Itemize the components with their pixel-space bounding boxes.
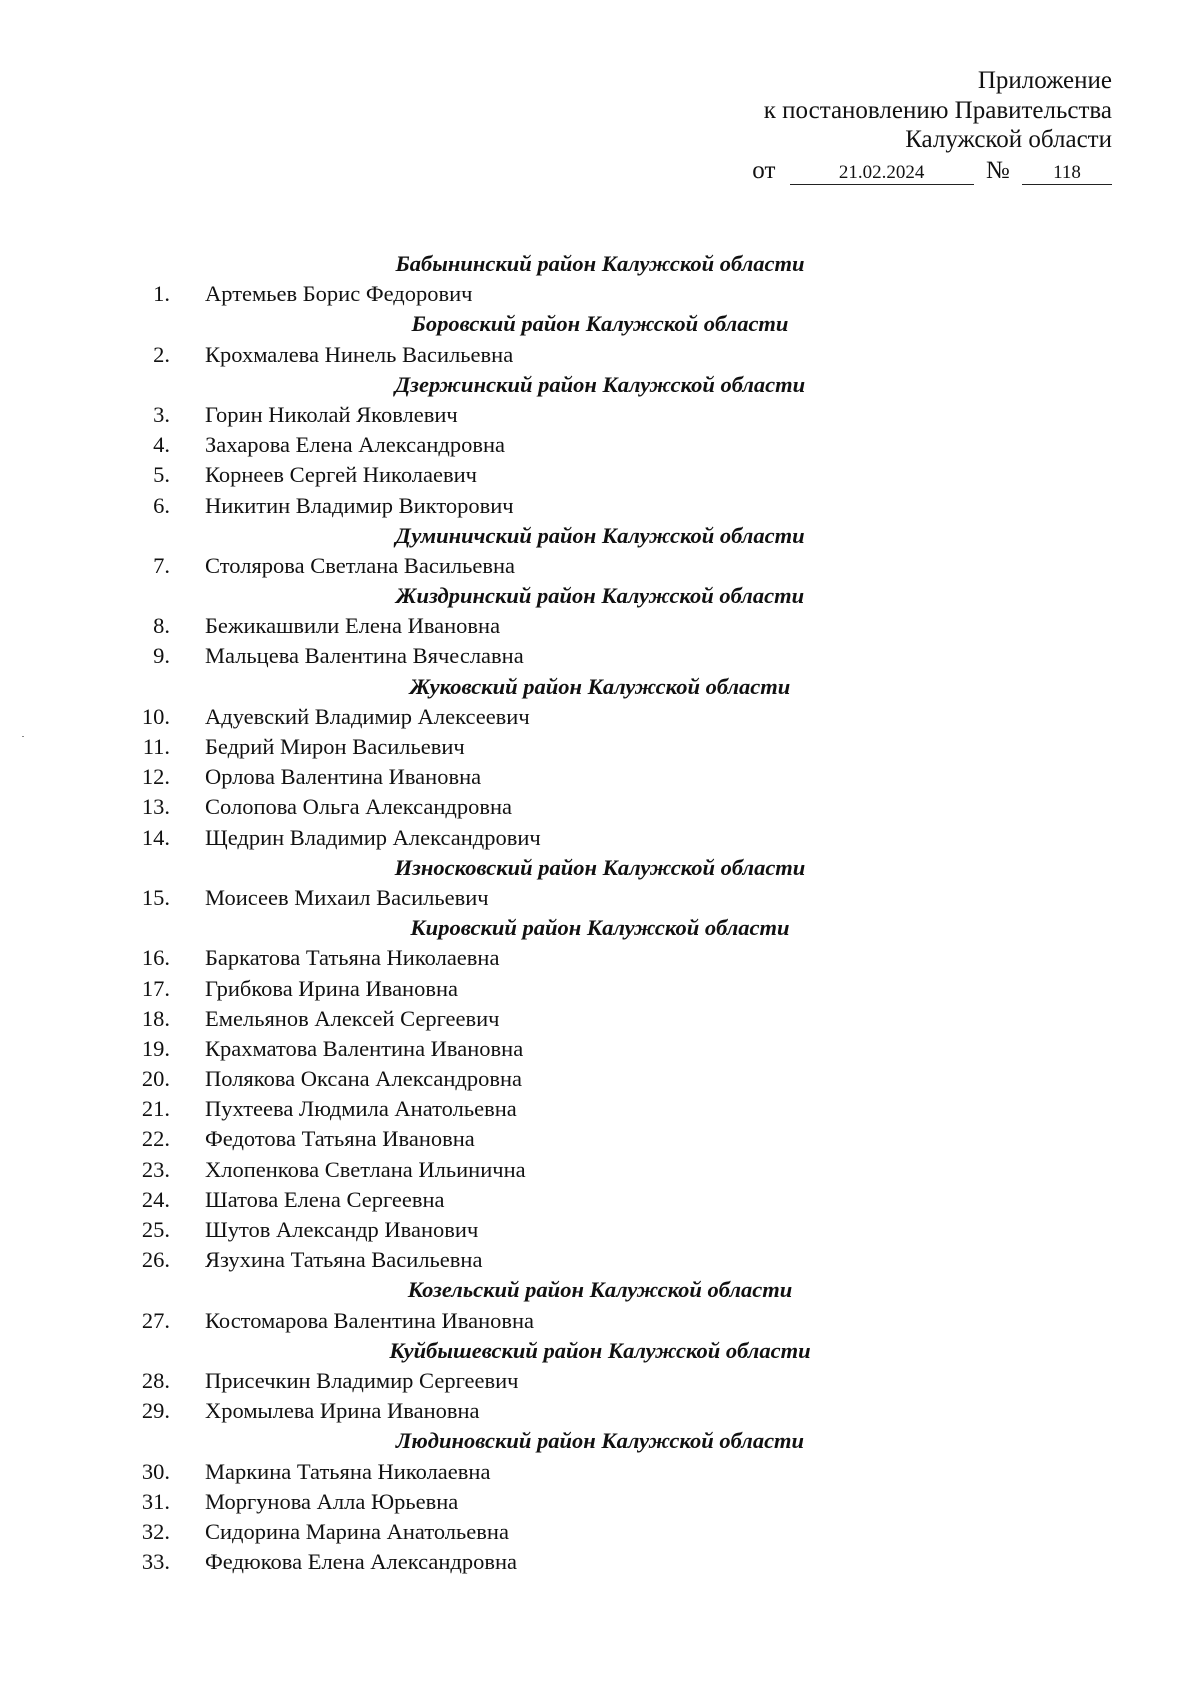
date-value: 21.02.2024 <box>790 162 974 185</box>
list-item <box>0 1457 1200 1487</box>
list-item-name: Маркина Татьяна Николаевна <box>205 1458 491 1484</box>
list-item-number: 22. <box>141 1126 170 1152</box>
district-heading: Бабынинский район Калужской области <box>395 251 805 276</box>
list-item <box>0 611 1200 641</box>
list-item-number: 8. <box>153 613 170 639</box>
appendix-region: Калужской области <box>905 126 1112 153</box>
district-heading: Износковский район Калужской области <box>394 854 806 880</box>
list-item <box>0 974 1200 1004</box>
list-item-name: Адуевский Владимир Алексеевич <box>205 703 530 729</box>
list-item-name: Язухина Татьяна Васильевна <box>205 1247 483 1273</box>
list-item-number: 27. <box>141 1307 170 1333</box>
list-item-name: Федюкова Елена Александровна <box>205 1549 518 1575</box>
list-item-number: 9. <box>153 643 170 669</box>
list-item <box>0 1487 1200 1517</box>
list-item <box>0 340 1200 370</box>
list-item-name: Шутов Александр Иванович <box>205 1217 479 1242</box>
list-item <box>0 1396 1200 1426</box>
list-item-name: Захарова Елена Александровна <box>205 432 505 458</box>
list-item-name: Никитин Владимир Викторович <box>205 492 514 518</box>
list-item <box>0 823 1200 853</box>
number-value: 118 <box>1022 162 1112 185</box>
district-heading: Боровский район Калужской области <box>411 311 789 337</box>
list-item-name: Моргунова Алла Юрьевна <box>205 1488 459 1514</box>
list-item <box>0 1366 1200 1396</box>
list-item-number: 24. <box>141 1186 170 1212</box>
list-item-name: Шатова Елена Сергеевна <box>205 1186 445 1212</box>
list-item <box>0 1245 1200 1275</box>
list-item-number: 18. <box>141 1005 170 1031</box>
list-item-name: Баркатова Татьяна Николаевна <box>205 945 500 971</box>
list-item-name: Орлова Валентина Ивановна <box>205 764 482 790</box>
list-item-name: Полякова Оксана Александровна <box>205 1066 522 1092</box>
list-item <box>0 641 1200 671</box>
list-item <box>0 702 1200 732</box>
list-item <box>0 1064 1200 1094</box>
list-item <box>0 1215 1200 1245</box>
list-item-name: Хлопенкова Светлана Ильинична <box>205 1156 526 1182</box>
list-item-name: Грибкова Ирина Ивановна <box>205 975 459 1001</box>
list-item-name: Крахматова Валентина Ивановна <box>205 1035 524 1061</box>
list-item-name: Крохмалева Нинель Васильевна <box>205 341 514 367</box>
list-item-number: 29. <box>141 1398 170 1424</box>
list-item <box>0 1155 1200 1185</box>
list-item <box>0 1094 1200 1124</box>
list-item-number: 32. <box>141 1518 170 1544</box>
list-item-number: 6. <box>153 492 170 518</box>
list-item-name: Столярова Светлана Васильевна <box>205 552 515 578</box>
list-item-name: Корнеев Сергей Николаевич <box>205 462 477 488</box>
list-item-number: 12. <box>141 764 170 790</box>
list-item-number: 17. <box>141 975 170 1001</box>
district-heading: Козельский район Калужской области <box>407 1277 793 1303</box>
list-item <box>0 400 1200 430</box>
list-item <box>0 1034 1200 1064</box>
list-item <box>0 491 1200 521</box>
list-item-number: 2. <box>153 341 170 367</box>
person-list <box>0 249 1200 1577</box>
list-item-name: Бедрий Мирон Васильевич <box>205 734 465 759</box>
list-item-name: Моисеев Михаил Васильевич <box>205 884 489 910</box>
list-item-number: 3. <box>153 401 170 427</box>
list-item-number: 7. <box>153 552 170 578</box>
scan-mark <box>22 736 24 737</box>
list-item-name: Хромылева Ирина Ивановна <box>205 1398 480 1424</box>
list-item-number: 4. <box>153 432 170 458</box>
list-item-name: Федотова Татьяна Ивановна <box>205 1126 475 1152</box>
list-item <box>0 943 1200 973</box>
list-item-name: Присечкин Владимир Сергеевич <box>205 1367 519 1393</box>
list-item <box>0 1124 1200 1154</box>
list-item <box>0 1004 1200 1034</box>
list-item-number: 5. <box>153 462 170 488</box>
appendix-date-line <box>592 156 1112 186</box>
list-item-name: Артемьев Борис Федорович <box>205 281 473 307</box>
list-item-number: 23. <box>141 1156 170 1182</box>
list-item-name: Бежикашвили Елена Ивановна <box>205 613 501 639</box>
list-item <box>0 792 1200 822</box>
list-item-name: Пухтеева Людмила Анатольевна <box>205 1096 517 1122</box>
list-item <box>0 762 1200 792</box>
list-item-number: 15. <box>141 884 170 910</box>
list-item <box>0 1517 1200 1547</box>
list-item <box>0 460 1200 490</box>
date-label: от <box>752 156 776 184</box>
list-item-number: 26. <box>141 1247 170 1273</box>
list-item-number: 31. <box>141 1488 170 1514</box>
appendix-title: Приложение <box>977 67 1112 94</box>
list-item-number: 11. <box>142 734 170 759</box>
list-item-number: 20. <box>141 1066 170 1092</box>
list-item-number: 16. <box>141 945 170 971</box>
district-heading: Людиновский район Калужской области <box>395 1428 805 1454</box>
list-item <box>0 732 1200 762</box>
list-item-name: Солопова Ольга Александровна <box>205 794 512 820</box>
list-item-number: 14. <box>141 824 170 850</box>
district-heading: Кировский район Калужской области <box>410 915 790 941</box>
list-item-name: Горин Николай Яковлевич <box>205 401 458 427</box>
district-heading: Дзержинский район Калужской области <box>394 371 806 397</box>
list-item-number: 13. <box>141 794 170 820</box>
list-item-name: Костомарова Валентина Ивановна <box>205 1307 535 1333</box>
list-item-number: 1. <box>153 281 170 307</box>
list-item <box>0 1185 1200 1215</box>
district-heading: Жуковский район Калужской области <box>409 673 791 699</box>
list-item <box>0 1547 1200 1577</box>
district-heading: Думиничский район Калужской области <box>395 522 805 548</box>
district-heading: Жиздринский район Калужской области <box>395 583 805 609</box>
number-label: № <box>985 156 1010 184</box>
list-item-number: 25. <box>141 1217 170 1242</box>
list-item-number: 21. <box>141 1096 170 1122</box>
list-item-name: Мальцева Валентина Вячеславна <box>205 643 524 669</box>
list-item-name: Щедрин Владимир Александрович <box>205 824 541 850</box>
district-heading: Куйбышевский район Калужской области <box>389 1337 811 1363</box>
list-item <box>0 551 1200 581</box>
list-item-name: Емельянов Алексей Сергеевич <box>205 1005 500 1031</box>
list-item-name: Сидорина Марина Анатольевна <box>205 1518 509 1544</box>
appendix-header <box>592 66 1112 185</box>
appendix-subtitle: к постановлению Правительства <box>763 96 1112 124</box>
list-item-number: 10. <box>141 703 170 729</box>
list-item-number: 19. <box>141 1035 170 1061</box>
list-item <box>0 883 1200 913</box>
list-item <box>0 1306 1200 1336</box>
list-item <box>0 430 1200 460</box>
list-item-number: 28. <box>141 1367 170 1393</box>
list-item-number: 33. <box>141 1549 170 1575</box>
list-item <box>0 279 1200 309</box>
list-item-number: 30. <box>141 1458 170 1484</box>
